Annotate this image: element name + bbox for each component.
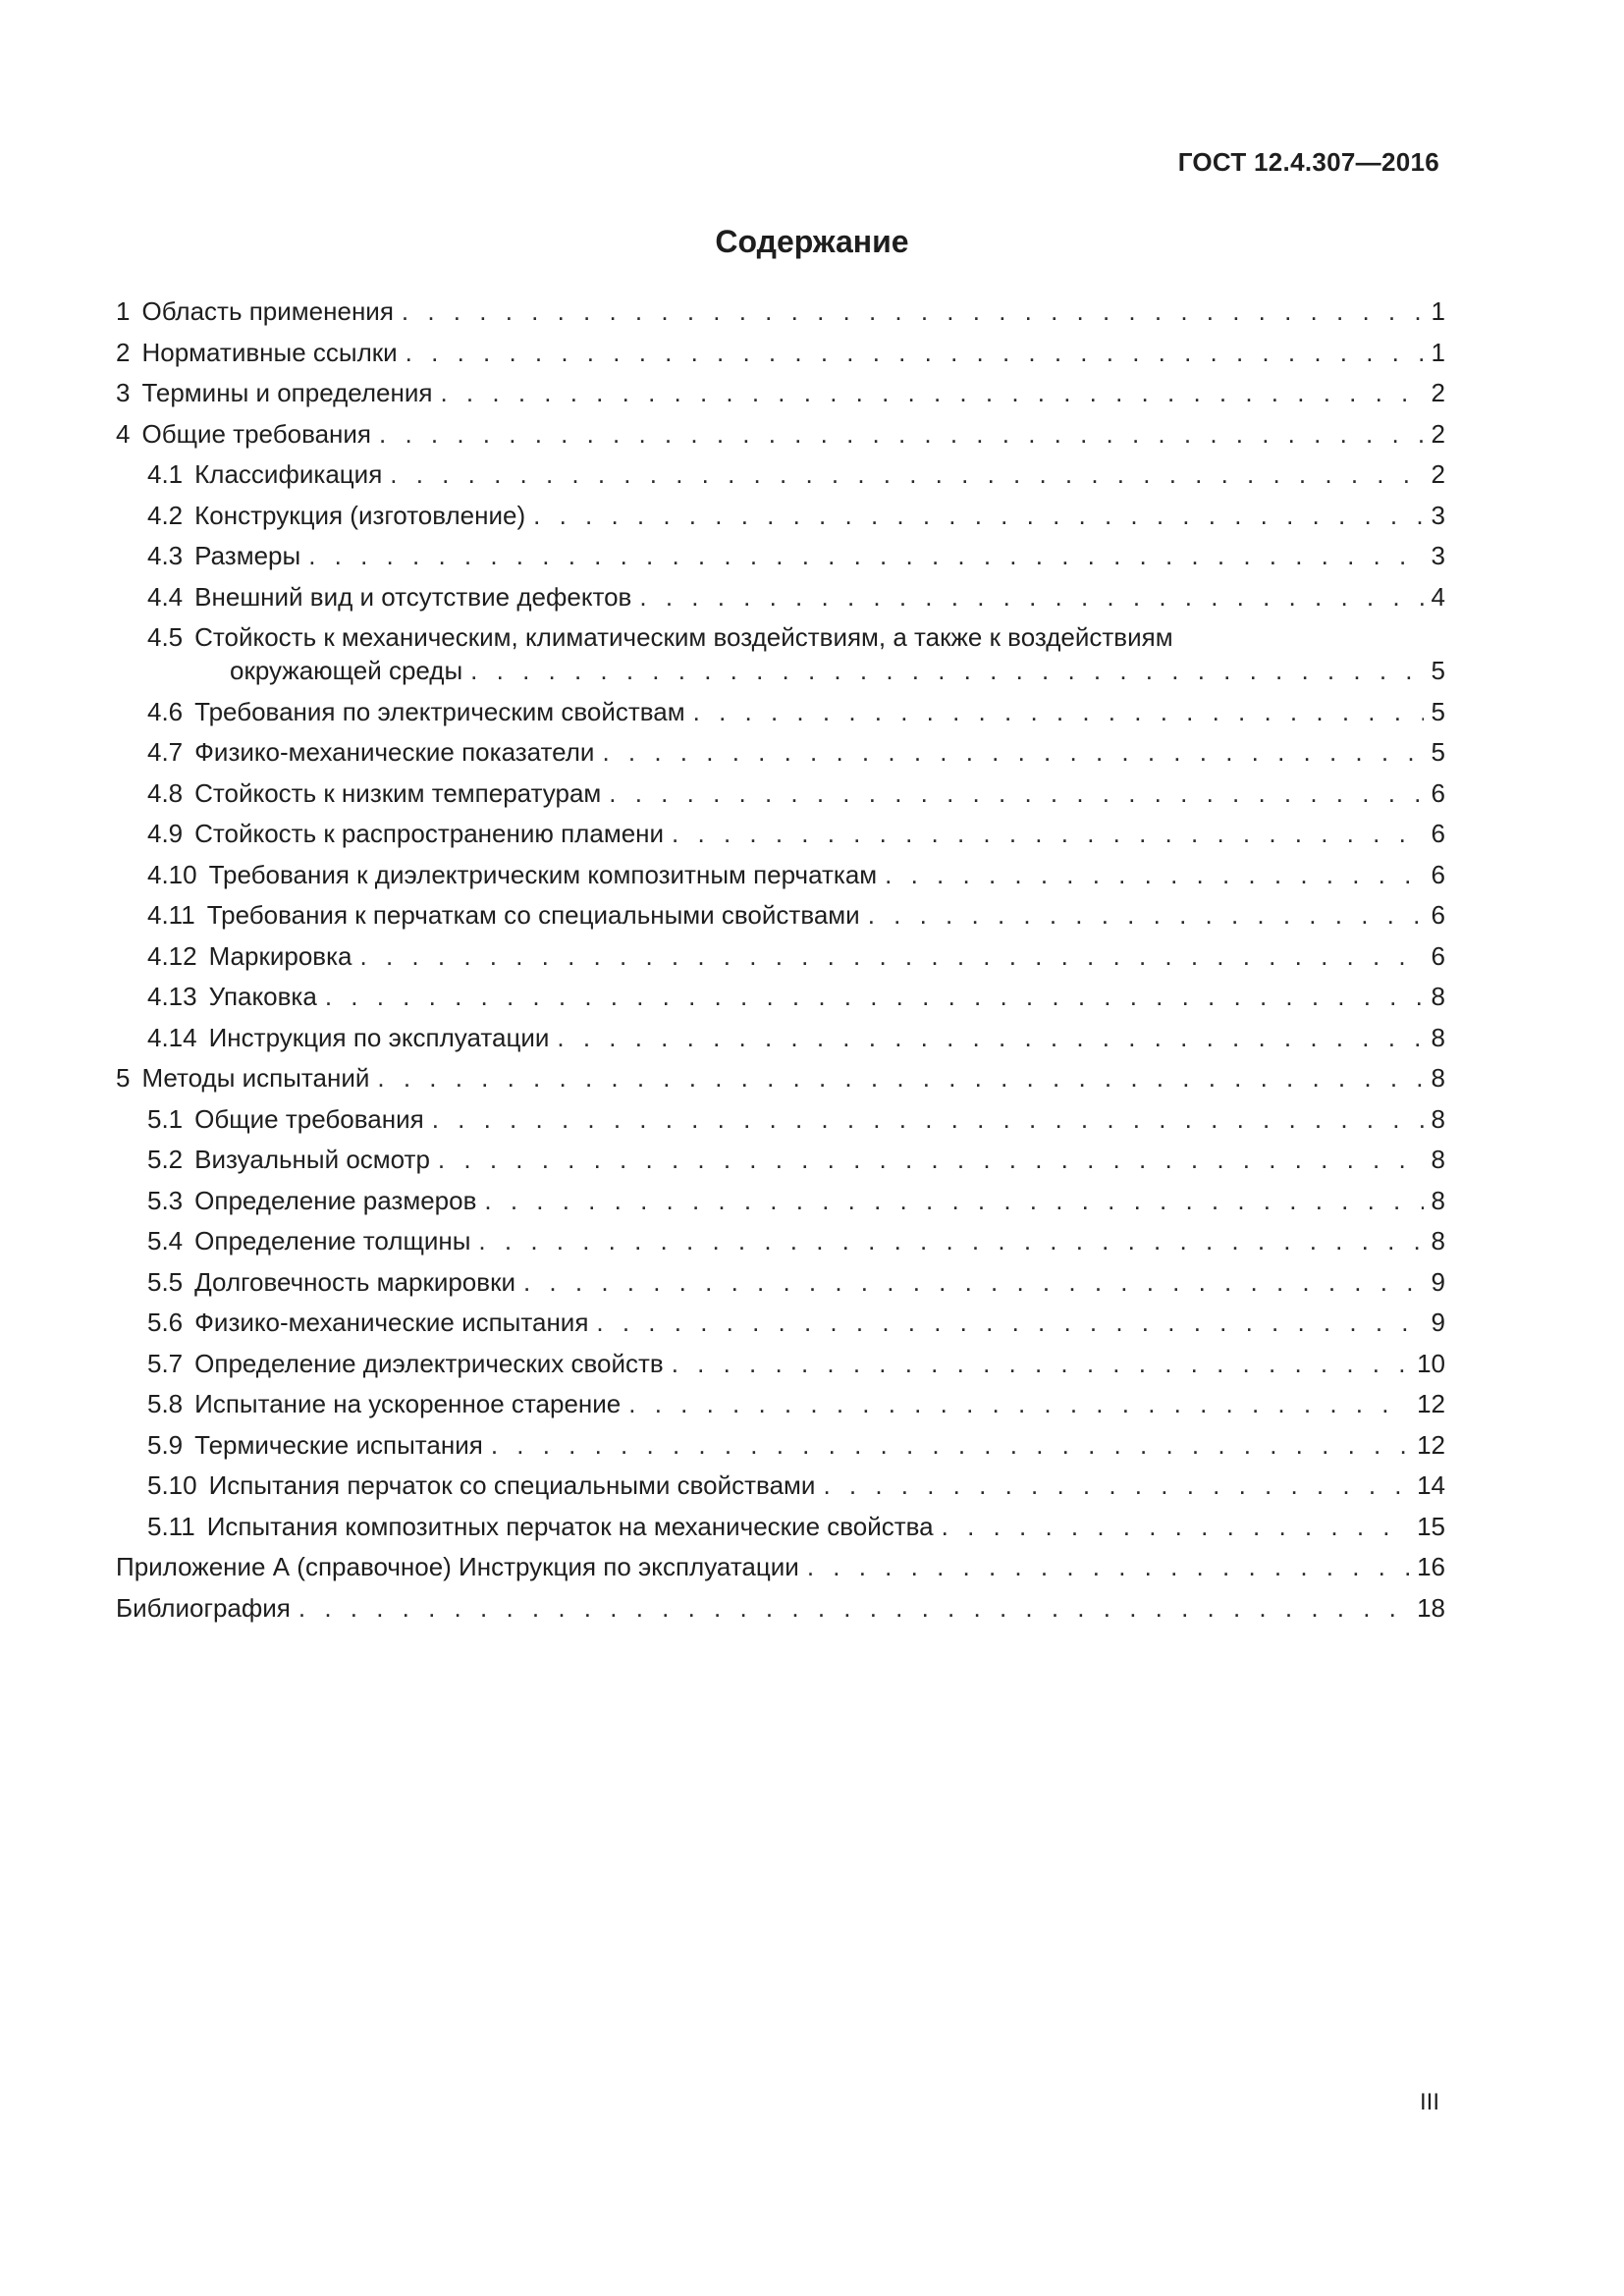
- dot-leader: [639, 580, 1423, 614]
- dot-leader: [523, 1265, 1424, 1299]
- dot-leader: [470, 654, 1423, 687]
- toc-entry: [116, 1265, 1445, 1299]
- toc-entry-page: 8: [1431, 1103, 1445, 1134]
- toc-entry-title: Стойкость к низким температурам: [194, 777, 602, 808]
- toc-entry-page: 2: [1431, 418, 1445, 449]
- toc-entry-number: 5.9: [147, 1429, 184, 1460]
- toc-entry-title: Долговечность маркировки: [194, 1266, 515, 1297]
- toc-entry: [116, 1306, 1445, 1339]
- toc-entry-title: Стойкость к механическим, климатическим воздействиям, а также к воздействиям: [194, 622, 1173, 652]
- toc-entry-number: 4.12: [147, 940, 197, 971]
- toc-entry-title: Общие требования: [194, 1103, 424, 1134]
- toc-entry: [116, 1510, 1445, 1543]
- toc-entry-number: 5.4: [147, 1226, 184, 1255]
- toc-entry-title: Стойкость к распространению пламени: [194, 819, 665, 848]
- toc-entry: [116, 1550, 1445, 1583]
- toc-entry-title: Требования к перчаткам со специальными свойствами: [206, 900, 860, 930]
- toc-entry-title: Внешний вид и отсутствие дефектов: [194, 581, 632, 612]
- toc-entry-title: Маркировка: [208, 940, 352, 971]
- toc-entry-title: Испытания перчаток со специальными свойствами: [208, 1470, 816, 1500]
- toc-entry-title: Нормативные ссылки: [141, 337, 398, 367]
- dot-leader: [807, 1550, 1409, 1583]
- toc-entry-number: 5: [116, 1063, 131, 1093]
- toc-entry-number: 4.9: [147, 819, 184, 848]
- toc-entry-number: 4.1: [147, 459, 184, 489]
- toc-entry-number: 4.10: [147, 859, 197, 889]
- toc-entry: [116, 1102, 1445, 1136]
- toc-entry-page: 9: [1431, 1266, 1445, 1297]
- toc-entry-number: 4.2: [147, 500, 184, 530]
- toc-entry-page: 8: [1431, 1063, 1445, 1093]
- toc-entry: [116, 1143, 1445, 1176]
- toc-entry: [116, 620, 1445, 687]
- toc-entry-number: 5.5: [147, 1266, 184, 1297]
- dot-leader: [484, 1184, 1423, 1217]
- toc-entry: [116, 294, 1445, 328]
- toc-entry-title: Термины и определения: [141, 378, 433, 407]
- toc-title: Содержание: [715, 224, 909, 259]
- toc-entry: [116, 980, 1445, 1013]
- toc-entry-number: 4.5: [147, 622, 184, 652]
- toc-entry-title: Термические испытания: [194, 1429, 483, 1460]
- toc-entry-page: 4: [1431, 581, 1445, 612]
- dot-leader: [596, 1306, 1423, 1339]
- toc-entry-page: 6: [1431, 777, 1445, 808]
- toc-entry-page: 8: [1431, 1185, 1445, 1215]
- toc-entry: [116, 1428, 1445, 1462]
- dot-leader: [379, 417, 1424, 451]
- toc-entry-title: Приложение А (справочное) Инструкция по эксплуатации: [116, 1552, 799, 1581]
- toc-entry-number: 1: [116, 296, 131, 326]
- toc-entry-title: Библиография: [116, 1592, 291, 1623]
- toc-entry: [116, 376, 1445, 409]
- toc-entry-number: 2: [116, 337, 131, 367]
- toc-entry: [116, 898, 1445, 932]
- toc-entry: [116, 1021, 1445, 1054]
- dot-leader: [438, 1143, 1424, 1176]
- toc-entry: [116, 1468, 1445, 1502]
- toc-entry: [116, 858, 1445, 891]
- toc-entry-page: 14: [1417, 1470, 1445, 1500]
- toc-entry-page: 8: [1431, 1145, 1445, 1174]
- toc-entry-number: 4.14: [147, 1022, 197, 1052]
- toc-entry-number: 4.11: [147, 900, 195, 930]
- toc-entry-number: 5.10: [147, 1470, 197, 1500]
- toc-entry-number: 5.6: [147, 1308, 184, 1337]
- toc-entry-page: 2: [1431, 378, 1445, 407]
- toc-entry-title: Требования по электрическим свойствам: [194, 696, 685, 726]
- toc-entry-page: 1: [1431, 337, 1445, 367]
- toc-entry-number: 5.3: [147, 1185, 184, 1215]
- toc-entry-number: 4: [116, 418, 131, 449]
- toc-entry: [116, 1061, 1445, 1095]
- toc-entry-number: 4.8: [147, 777, 184, 808]
- dot-leader: [432, 1102, 1424, 1136]
- toc-entry-number: 4.13: [147, 982, 197, 1011]
- toc-entry-number: 5.8: [147, 1389, 184, 1418]
- toc-entry-page: 10: [1417, 1348, 1445, 1378]
- toc-entry-page: 3: [1431, 500, 1445, 530]
- toc-entry-title: Испытание на ускоренное старение: [194, 1389, 622, 1418]
- toc-entry-number: 4.4: [147, 581, 184, 612]
- toc-entry: [116, 499, 1445, 532]
- toc-entry-number: 4.3: [147, 541, 184, 570]
- toc-entry-page: 5: [1431, 656, 1445, 685]
- toc-entry: [116, 817, 1445, 850]
- toc-entry-title-continued: окружающей среды: [230, 656, 463, 685]
- toc-entry: [116, 336, 1445, 369]
- toc-entry: [116, 1591, 1445, 1625]
- toc-entry-title: Определение диэлектрических свойств: [194, 1348, 664, 1378]
- dot-leader: [440, 376, 1423, 409]
- toc-entry-page: 12: [1417, 1429, 1445, 1460]
- toc-entry-page: 2: [1431, 459, 1445, 489]
- dot-leader: [377, 1061, 1423, 1095]
- toc-entry-title: Область применения: [141, 296, 394, 326]
- toc-entry-number: 4.7: [147, 737, 184, 767]
- toc-entry-number: 5.11: [147, 1511, 195, 1541]
- dot-leader: [533, 499, 1423, 532]
- toc-entry-number: 5.7: [147, 1348, 184, 1378]
- dot-leader: [602, 735, 1423, 769]
- toc-entry-title: Физико-механические показатели: [194, 737, 595, 767]
- dot-leader: [557, 1021, 1423, 1054]
- toc-entry-title: Инструкция по эксплуатации: [208, 1022, 550, 1052]
- toc-entry: [116, 939, 1445, 973]
- dot-leader: [942, 1510, 1409, 1543]
- toc-entry-title: Конструкция (изготовление): [194, 500, 526, 530]
- toc-entry-number: 3: [116, 378, 131, 407]
- dot-leader: [298, 1591, 1409, 1625]
- dot-leader: [628, 1387, 1409, 1420]
- dot-leader: [672, 1347, 1409, 1380]
- toc-entry: [116, 776, 1445, 810]
- toc-entry: [116, 735, 1445, 769]
- dot-leader: [308, 539, 1423, 572]
- dot-leader: [360, 939, 1424, 973]
- toc-entry: [116, 580, 1445, 614]
- toc-entry-title: Визуальный осмотр: [194, 1145, 430, 1174]
- toc-entry: [116, 457, 1445, 491]
- toc-entry-page: 8: [1431, 1022, 1445, 1052]
- toc-entry: [116, 1387, 1445, 1420]
- dot-leader: [491, 1428, 1409, 1462]
- toc-entry-title: Определение толщины: [194, 1226, 471, 1255]
- toc-entry-page: 6: [1431, 859, 1445, 889]
- toc-entry-title: Общие требования: [141, 418, 372, 449]
- toc-entry-page: 6: [1431, 819, 1445, 848]
- toc-entry-page: 6: [1431, 900, 1445, 930]
- toc-entry: [116, 1347, 1445, 1380]
- toc-entry-page: 5: [1431, 737, 1445, 767]
- toc-entry-number: 5.2: [147, 1145, 184, 1174]
- toc-entry: [116, 417, 1445, 451]
- toc-entry-title: Определение размеров: [194, 1185, 477, 1215]
- toc-entry-page: 9: [1431, 1308, 1445, 1337]
- toc-entry: [116, 1184, 1445, 1217]
- toc-entry-number: 5.1: [147, 1103, 184, 1134]
- toc-entry-page: 1: [1431, 296, 1445, 326]
- toc-entry: [116, 539, 1445, 572]
- dot-leader: [609, 776, 1423, 810]
- dot-leader: [823, 1468, 1409, 1502]
- dot-leader: [406, 336, 1424, 369]
- table-of-contents: [116, 294, 1445, 1631]
- toc-entry-title: Размеры: [194, 541, 301, 570]
- toc-entry-page: 6: [1431, 940, 1445, 971]
- toc-entry: [116, 1224, 1445, 1257]
- toc-entry-title: Физико-механические испытания: [194, 1308, 589, 1337]
- toc-entry-number: 4.6: [147, 696, 184, 726]
- dot-leader: [390, 457, 1423, 491]
- toc-entry-title: Классификация: [194, 459, 383, 489]
- toc-entry-page: 8: [1431, 982, 1445, 1011]
- toc-entry-title: Упаковка: [208, 982, 317, 1011]
- toc-entry-page: 12: [1417, 1389, 1445, 1418]
- page-number: III: [1419, 2089, 1439, 2115]
- toc-entry-page: 18: [1417, 1592, 1445, 1623]
- dot-leader: [672, 817, 1423, 850]
- dot-leader: [325, 980, 1424, 1013]
- toc-entry-page: 16: [1417, 1552, 1445, 1581]
- dot-leader: [868, 898, 1424, 932]
- toc-entry: [116, 695, 1445, 728]
- toc-entry-page: 15: [1417, 1511, 1445, 1541]
- dot-leader: [478, 1224, 1423, 1257]
- dot-leader: [402, 294, 1424, 328]
- toc-entry-page: 3: [1431, 541, 1445, 570]
- toc-entry-page: 5: [1431, 696, 1445, 726]
- toc-entry-title: Испытания композитных перчаток на механические свойства: [206, 1511, 934, 1541]
- dot-leader: [693, 695, 1424, 728]
- toc-entry-title: Методы испытаний: [141, 1063, 370, 1093]
- toc-entry-title: Требования к диэлектрическим композитным перчаткам: [208, 859, 878, 889]
- toc-entry-page: 8: [1431, 1226, 1445, 1255]
- document-code: ГОСТ 12.4.307—2016: [1177, 147, 1439, 177]
- dot-leader: [885, 858, 1423, 891]
